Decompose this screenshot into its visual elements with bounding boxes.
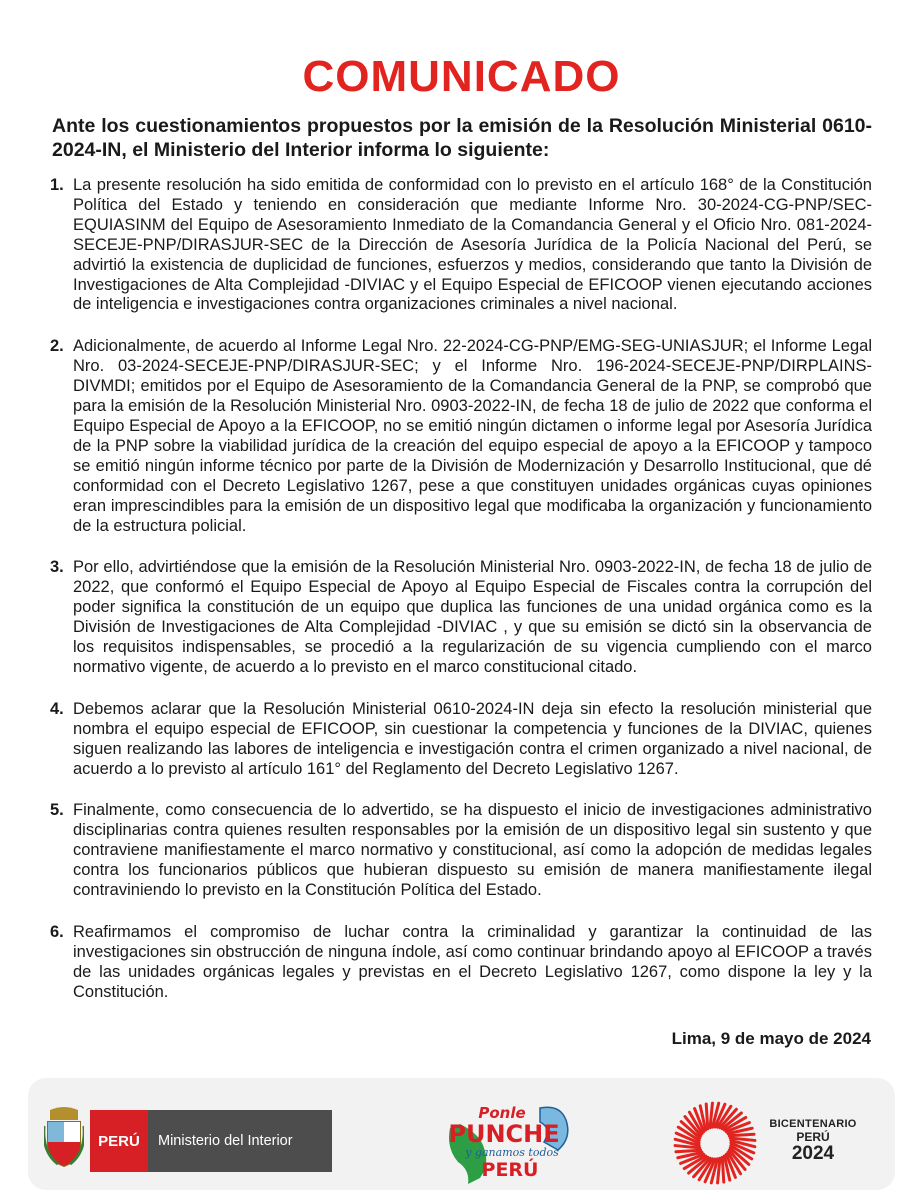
list-item [50, 700, 872, 780]
item-number: 1. [50, 176, 64, 194]
list-item [50, 176, 872, 315]
list-item [50, 558, 872, 677]
gob-ministry-label: Ministerio del Interior [148, 1110, 332, 1172]
item-text: Por ello, advirtiéndose que la emisión de la Resolución Ministerial Nro. 0903-2022-IN, de fecha 18 de julio de 2022, que conformó el Equipo Especial de Apoyo al Equipo Especial de Fiscales contra la corrupción del poder significa la constitución de un equipo que duplica las funciones de una unidad orgánica como es la División de Investigaciones de Alta Complejidad -DIVIAC , y que su emisión se dictó sin la observancia de los requisitos indispensables, se procedió a la regularización de su vigencia cumpliendo con el marco normativo vigente, de acuerdo a lo previsto en el marco constitucional citado. [73, 558, 872, 676]
sunburst-ray [676, 1150, 701, 1152]
coat-of-arms-icon [44, 1106, 84, 1168]
item-number: 2. [50, 337, 64, 356]
item-number: 4. [50, 699, 64, 718]
bicentenario-logo-text [768, 1118, 858, 1164]
svg-text:PUNCHE: PUNCHE [448, 1120, 560, 1148]
item-text: Finalmente, como consecuencia de lo advertido, se ha dispuesto el inicio de investigaciones administrativo disciplinarias contra quienes resulten responsables por la emisión de un dispositivo legal sin sustento y que contraviene manifiestamente el marco normativo y constitucional, así como la adopción de medidas legales contra los funcionarios públicos que hubieran dispuesto su emisión de manera manifiestamente ilegal contraviniendo lo previsto en la Constitución Política del Estado. [73, 801, 872, 900]
item-text: Debemos aclarar que la Resolución Ministerial 0610-2024-IN deja sin efecto la resolución ministerial que nombra el equipo especial de EFICOOP, sin cuestionar la competencia y funciones de la DIVIAC, quienes siguen realizando las labores de inteligencia e investigación contra el crimen organizado a nivel nacional, de acuerdo a lo previsto al artículo 161° del Reglamento del Decreto Legislativo 1267. [73, 699, 872, 778]
bicentenario-sunburst-icon [670, 1098, 760, 1188]
list-item [50, 337, 872, 536]
intro-paragraph: Ante los cuestionamientos propuestos por la emisión de la Resolución Ministerial 0610-2024-IN, el Ministerio del Interior informa lo siguiente: [52, 115, 872, 161]
signature-date: Lima, 9 de mayo de 2024 [671, 1029, 871, 1048]
government-logo [90, 1110, 332, 1172]
ponle-punche-logo [440, 1098, 580, 1188]
item-number: 5. [50, 801, 64, 820]
svg-text:PERÚ: PERÚ [481, 1159, 539, 1181]
item-number: 6. [50, 923, 64, 941]
gob-country-label: PERÚ [90, 1110, 148, 1172]
item-number: 3. [50, 558, 64, 577]
list-item [50, 801, 872, 901]
svg-text:Ponle: Ponle [478, 1104, 526, 1122]
bicentenario-country: PERÚ [796, 1130, 830, 1144]
bicentenario-label: BICENTENARIO [769, 1118, 857, 1130]
sunburst-ray [722, 1157, 724, 1182]
list-item [50, 923, 872, 1003]
page-title: COMUNICADO [302, 52, 621, 101]
bicentenario-year: 2024 [791, 1143, 835, 1164]
numbered-list [50, 176, 872, 1003]
sunburst-ray [729, 1134, 754, 1136]
item-text: La presente resolución ha sido emitida de conformidad con lo previsto en el artículo 168° de la Constitución Política del Estado y teniendo en consideración que mediante Informe Nro. 30-2024-CG-PNP/SEC-EQUIASINM del Equipo de Asesoramiento Inmediato de la Comandancia General y el Oficio Nro. 081-2024-SECEJE-PNP/DIRASJUR-SEC de la Dirección de Asesoría Jurídica de la Policía Nacional del Perú, se advirtió la existencia de duplicidad de funciones, esfuerzos y medios, considerando que tanto la División de Investigaciones de Alta Complejidad -DIVIAC y el Equipo Especial de EFICOOP vienen ejecutando acciones de inteligencia e investigaciones contra organizaciones criminales a nivel nacional. [73, 176, 872, 314]
item-text: Reafirmamos el compromiso de luchar contra la criminalidad y garantizar la continuidad de las investigaciones sin obstrucción de ninguna índole, así como continuar brindando apoyo al EFICOOP a través de las unidades orgánicas legales y previstas en el Decreto Legislativo 1267, como dispone la ley y la Constitución. [73, 923, 872, 1001]
item-text: Adicionalmente, de acuerdo al Informe Legal Nro. 22-2024-CG-PNP/EMG-SEG-UNIASJUR; el Informe Legal Nro. 03-2024-SECEJE-PNP/DIRASJUR-SEC; y el Informe Nro. 196-2024-SECEJE-PNP/DIRPLAINS-DIVMDI; emitidos por el Equipo de Asesoramiento de la Comandancia General de la PNP, se comprobó que para la emisión de la Resolución Ministerial Nro. 0903-2022-IN, de fecha 18 de julio de 2022 que conforma el Equipo Especial de Apoyo a la EFICOOP, no se emitió ningún dictamen o informe legal por Asesoría Jurídica de la PNP sobre la viabilidad jurídica de la creación del equipo especial de apoyo a la EFICOOP y tampoco se emitió ningún informe técnico por parte de la División de Modernización y Desarrollo Institucional, que dé conformidad con el Decreto Legislativo 1267, pese a que constituyen unidades orgánicas cuyas opiniones eran imprescindibles para la emisión de un dispositivo legal que modificaba la organización y funcionamiento de la estructura policial. [73, 337, 872, 535]
sunburst-ray [706, 1104, 708, 1129]
svg-text:y ganamos todos: y ganamos todos [465, 1146, 559, 1159]
